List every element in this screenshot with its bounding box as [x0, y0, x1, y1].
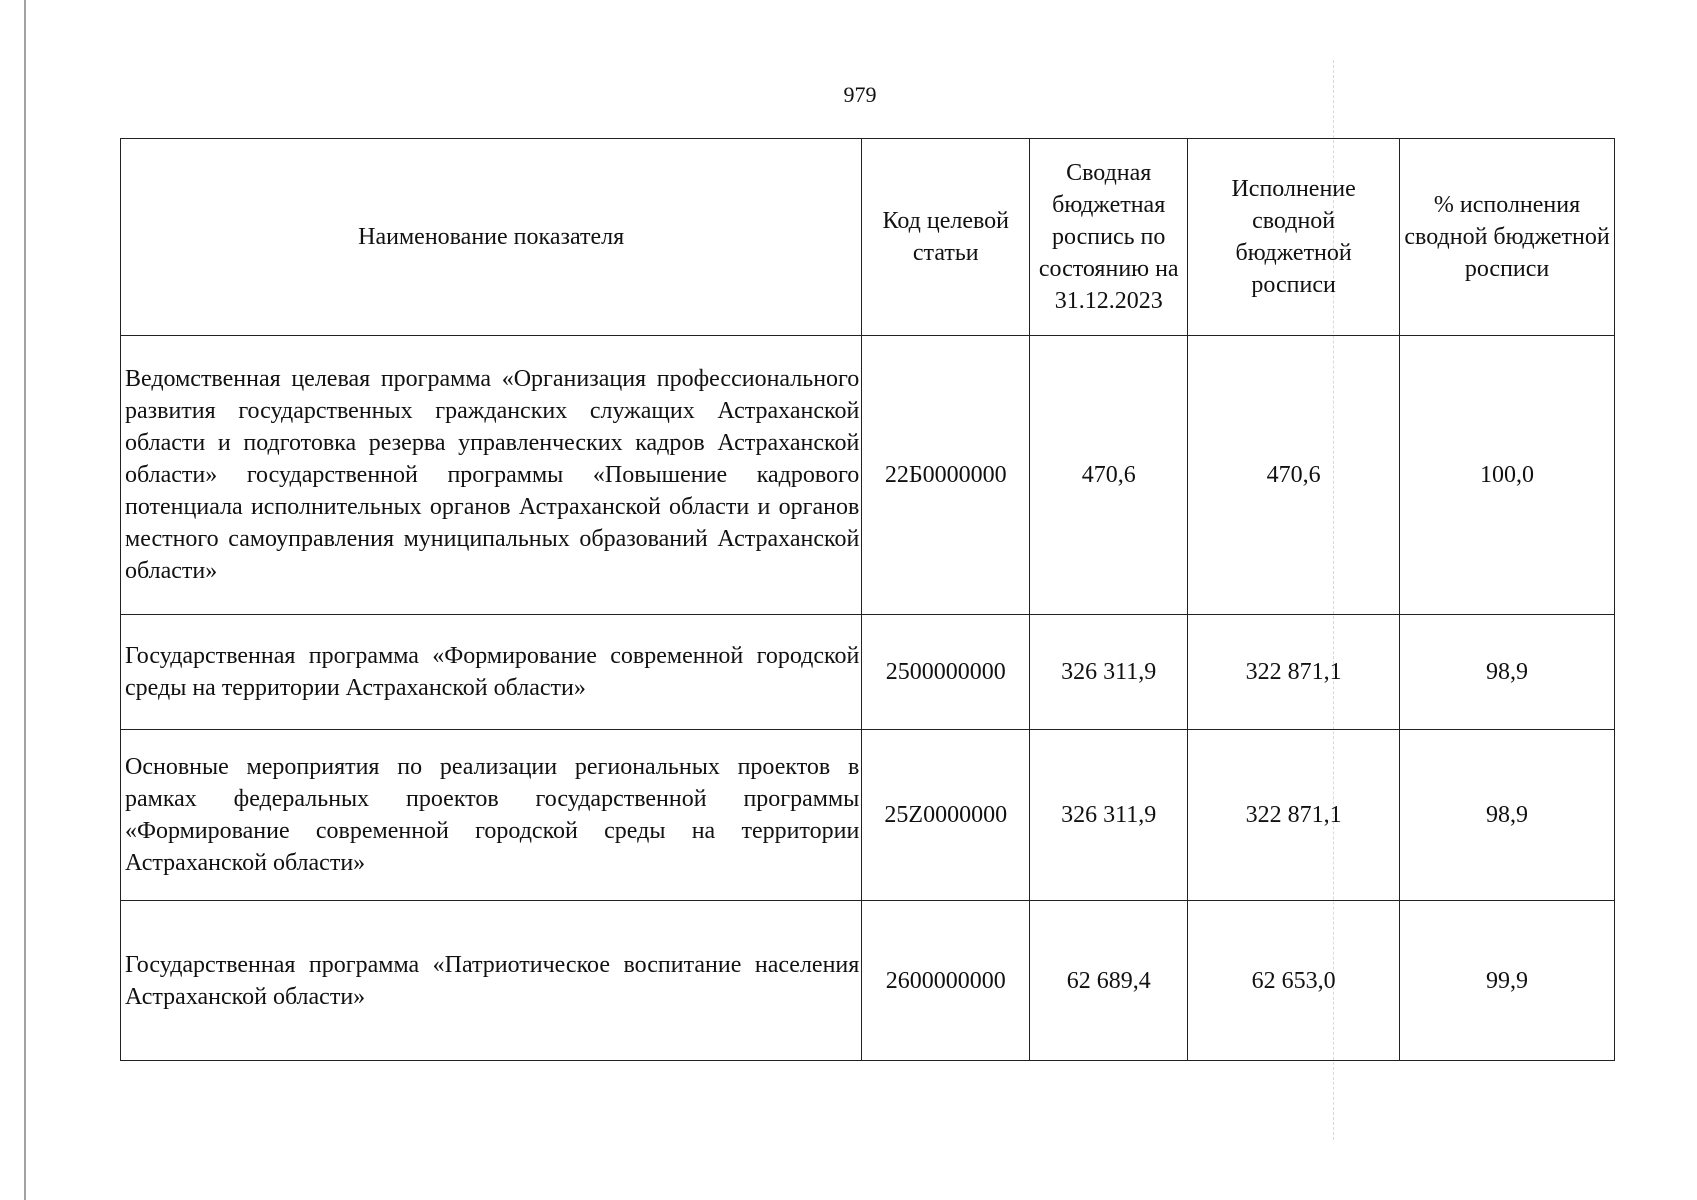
table-row — [121, 615, 1615, 730]
row-execution: 322 871,1 — [1188, 730, 1400, 901]
header-execution: Исполнение сводной бюджетной росписи — [1188, 139, 1400, 336]
row-target-code: 22Б0000000 — [862, 336, 1030, 615]
row-budget-plan: 326 311,9 — [1030, 730, 1188, 901]
row-execution-percent: 98,9 — [1400, 730, 1615, 901]
row-target-code: 2500000000 — [862, 615, 1030, 730]
budget-execution-table — [120, 138, 1615, 1061]
header-indicator-name: Наименование показателя — [121, 139, 862, 336]
row-budget-plan: 326 311,9 — [1030, 615, 1188, 730]
row-indicator-name: Ведомственная целевая программа «Организация профессионального развития государственных гражданских служащих Астраханской области и подготовка резерва управленческих кадров Астраханской области» государственной программы «Повышение кадрового потенциала исполнительных органов Астраханской области и органов местного самоуправления муниципальных образований Астраханской области» — [121, 336, 862, 615]
row-target-code: 25Z0000000 — [862, 730, 1030, 901]
table-header-row — [121, 139, 1615, 336]
table-row — [121, 336, 1615, 615]
page-number: 979 — [843, 82, 877, 107]
row-execution-percent: 99,9 — [1400, 901, 1615, 1061]
scan-edge-line — [24, 0, 26, 1200]
row-indicator-name: Основные мероприятия по реализации региональных проектов в рамках федеральных проектов государственной программы «Формирование современной городской среды на территории Астраханской области» — [121, 730, 862, 901]
row-indicator-name: Государственная программа «Формирование современной городской среды на территории Астраханской области» — [121, 615, 862, 730]
table-row — [121, 901, 1615, 1061]
row-execution-percent: 98,9 — [1400, 615, 1615, 730]
header-target-code: Код целевой статьи — [862, 139, 1030, 336]
row-execution-percent: 100,0 — [1400, 336, 1615, 615]
header-execution-percent: % исполнения сводной бюджетной росписи — [1400, 139, 1615, 336]
row-budget-plan: 470,6 — [1030, 336, 1188, 615]
row-execution: 62 653,0 — [1188, 901, 1400, 1061]
header-budget-plan: Сводная бюджетная роспись по состоянию на 31.12.2023 — [1030, 139, 1188, 336]
row-budget-plan: 62 689,4 — [1030, 901, 1188, 1061]
table-row — [121, 730, 1615, 901]
row-execution: 322 871,1 — [1188, 615, 1400, 730]
row-indicator-name: Государственная программа «Патриотическое воспитание населения Астраханской области» — [121, 901, 862, 1061]
row-target-code: 2600000000 — [862, 901, 1030, 1061]
row-execution: 470,6 — [1188, 336, 1400, 615]
